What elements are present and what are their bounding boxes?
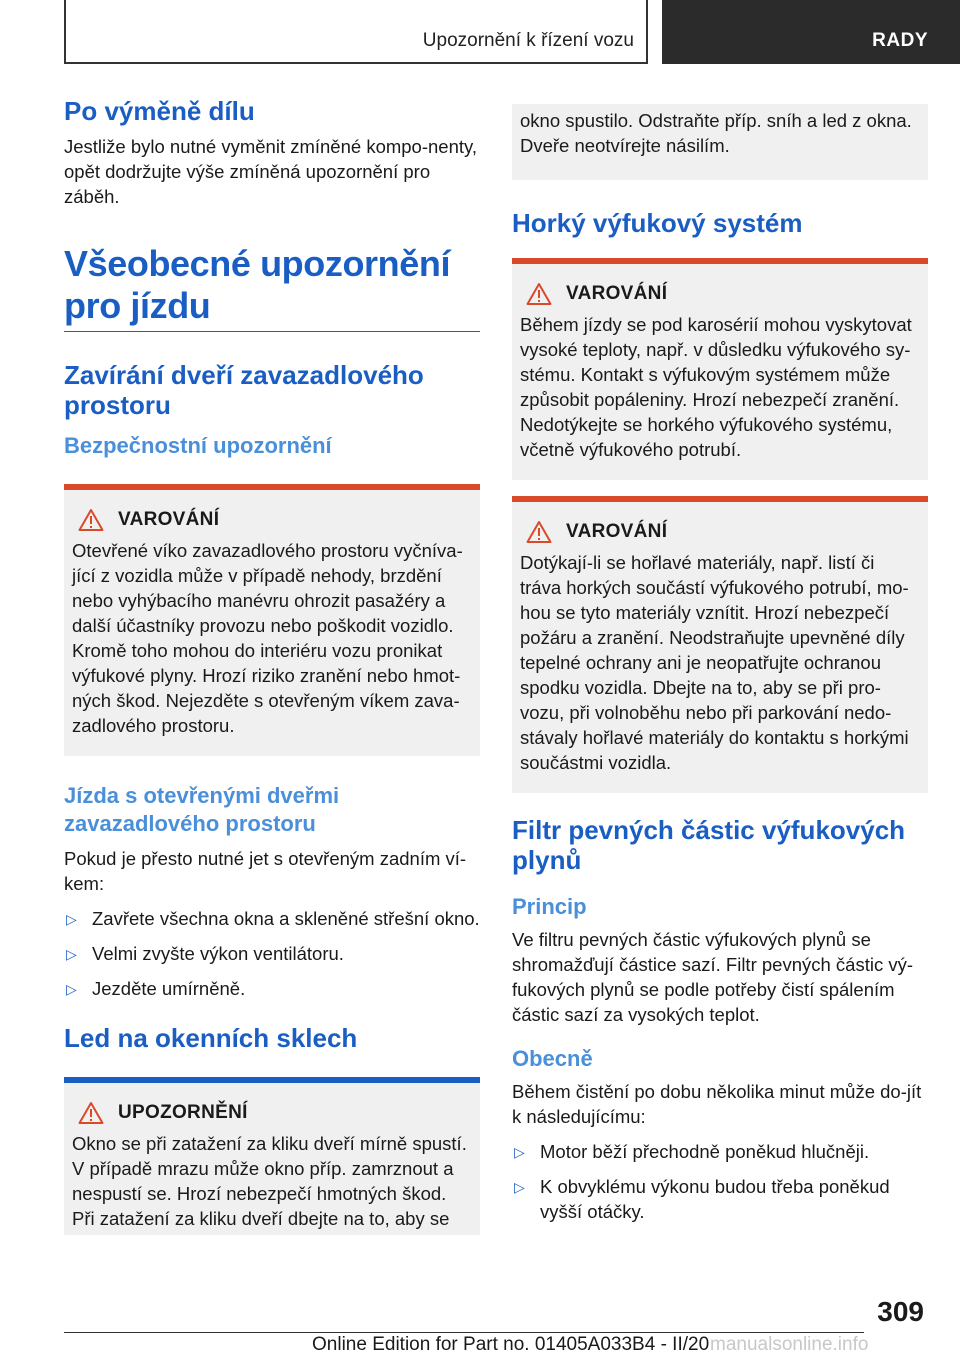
part-change-heading: Po výměně dílu: [64, 96, 255, 126]
warning-triangle-icon: [526, 520, 552, 544]
warning-box-3-label: VAROVÁNÍ: [566, 521, 668, 542]
section-title: Upozornění k řízení vozu: [422, 30, 634, 51]
caution-box-text: Okno se při zatažení za kliku dveří mírně spustí. V případě mrazu může okno příp. zamrznout a nespustí se. Hrozí nebezpečí hmotných škod. Při zatažení za kliku dveří dbejte na to, aby se: [72, 1133, 467, 1229]
warning-box-2: [512, 258, 928, 480]
general2-heading: Obecně: [512, 1046, 593, 1071]
triangle-bullet-icon: ▷: [66, 946, 77, 962]
edition-text: Online Edition for Part no. 01405A033B4 - II/20: [312, 1334, 710, 1355]
warning-box-3-head: [526, 520, 920, 544]
triangle-bullet-icon: ▷: [66, 911, 77, 927]
general2-bullets: [512, 1139, 928, 1224]
general2-text: Během čistění po dobu několika minut může do-jít k následujícímu:: [512, 1081, 922, 1127]
warning-box-3: [512, 496, 928, 793]
warning-box-2-label: VAROVÁNÍ: [566, 283, 668, 304]
warning-box-1-head: [78, 508, 472, 532]
warning-triangle-icon: [526, 282, 552, 306]
open-trunk-heading: Jízda s otevřenými dveřmi zavazadlového prostoru: [64, 783, 340, 836]
caution-box: [64, 1077, 480, 1235]
page-number: 309: [877, 1296, 924, 1327]
left-column: [64, 96, 480, 1235]
warning-box-2-text: Během jízdy se pod karosérií mohou vyskytovat vysoké teploty, např. v důsledku výfukového sy-stému. Kontakt s výfukovým systémem může způsobit popáleniny. Hrozí nebezpečí zranění. Nedotýkejte se horkého výfukového systému, včetně výfukového potrubí.: [520, 314, 912, 460]
list-item: ▷ Jezděte umírněně.: [64, 976, 480, 1001]
open-trunk-text: Pokud je přesto nutné jet s otevřeným zadním ví-kem:: [64, 848, 467, 894]
open-trunk-bullets: [64, 906, 480, 1001]
warning-box-1: [64, 484, 480, 756]
list-item: ▷ Motor běží přechodně poněkud hlučněji.: [512, 1139, 928, 1164]
right-column: [512, 104, 928, 1234]
principle-text: Ve filtru pevných částic výfukových plynů se shromažďují částice sazí. Filtr pevných částic vý-fukových plynů se podle potřeby čistí spálením částic sazí za vysokých teplot.: [512, 929, 914, 1025]
caution-box-continued: [512, 104, 928, 180]
triangle-bullet-icon: ▷: [514, 1144, 525, 1160]
warning-box-3-text: Dotýkají-li se hořlavé materiály, např. listí či tráva horkých součástí výfukového potrubí, mo-hou se tyto materiály vznítit. Hrozí nebezpečí požáru a zranění. Neodstraňujte upevněné díly tepelné ochrany ani je neopatřujte ochranou spodku vozidla. Dbejte na to, aby se při pro-vozu, při volnoběhu nebo při parkování nedo-stávaly hořlavé materiály do kontaktu s horkými součástmi vozidla.: [520, 552, 909, 773]
list-item: ▷ Zavřete všechna okna a skleněné střešní okno.: [64, 906, 480, 931]
footer-rule: [64, 1332, 864, 1333]
trunk-heading: Zavírání dveří zavazadlového prostoru: [64, 360, 424, 420]
header-frame: [64, 0, 648, 64]
general-heading: Všeobecné upozornění pro jízdu: [64, 243, 480, 332]
caution-box-label: UPOZORNĚNÍ: [118, 1102, 248, 1123]
caution-box-head: [78, 1101, 472, 1125]
warning-triangle-icon: [78, 508, 104, 532]
chapter-tab: [662, 0, 960, 64]
filter-heading: Filtr pevných částic výfukových plynů: [512, 815, 906, 875]
part-change-text: Jestliže bylo nutné vyměnit zmíněné kompo-nenty, opět dodržujte výše zmíněná upozornění pro záběh.: [64, 136, 478, 207]
exhaust-heading: Horký výfukový systém: [512, 208, 803, 238]
warning-box-2-head: [526, 282, 920, 306]
warning-triangle-icon: [78, 1101, 104, 1125]
ice-heading: Led na okenních sklech: [64, 1023, 358, 1053]
watermark-text: manualsonline.info: [710, 1334, 869, 1355]
list-item: ▷ K obvyklému výkonu budou třeba poněkud vyšší otáčky.: [514, 1176, 890, 1222]
chapter-tab-label: RADY: [872, 30, 928, 51]
safety-heading: Bezpečnostní upozornění: [64, 433, 332, 458]
triangle-bullet-icon: ▷: [514, 1179, 525, 1195]
caution-continued-text: okno spustilo. Odstraňte příp. sníh a led z okna. Dveře neotvírejte násilím.: [520, 110, 912, 156]
principle-heading: Princip: [512, 894, 587, 919]
warning-box-1-label: VAROVÁNÍ: [118, 509, 220, 530]
warning-box-1-text: Otevřené víko zavazadlového prostoru vyčníva-jící z vozidla může v případě nehody, brzdění nebo vyhýbacího manévru ohrozit pasažéry a další účastníky provozu nebo poškodit vozidlo. Kromě toho mohou do interiéru vozu pronikat výfukové plyny. Hrozí riziko zranění nebo hmot-ných škod. Nejezděte s otevřeným víkem zava-zadlového prostoru.: [72, 540, 463, 736]
triangle-bullet-icon: ▷: [66, 981, 77, 997]
list-item: ▷ Velmi zvyšte výkon ventilátoru.: [64, 941, 480, 966]
